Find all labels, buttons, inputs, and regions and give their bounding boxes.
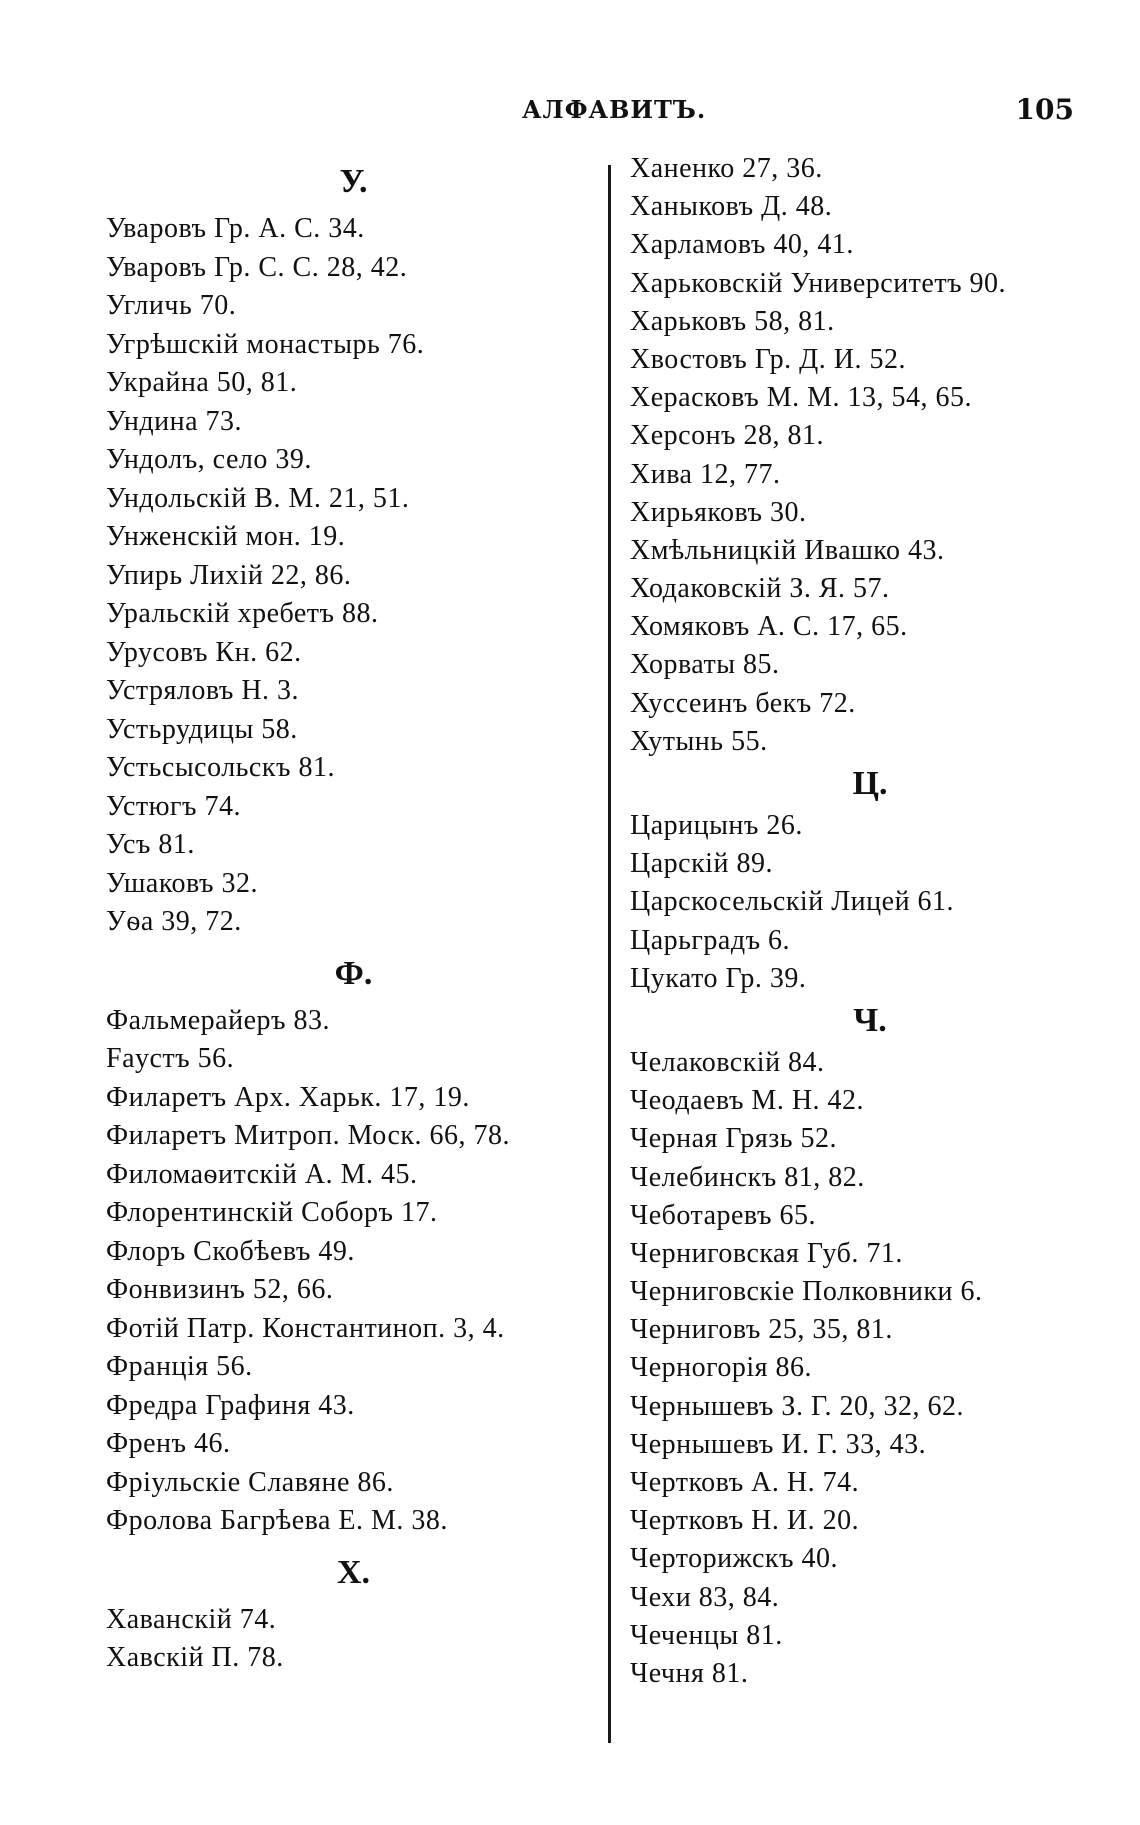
index-entry: Украйна 50, 81.: [106, 367, 298, 398]
index-entry: Чертковъ Н. И. 20.: [630, 1505, 860, 1537]
letter-heading: Ц.: [852, 765, 888, 802]
index-entry: Ундолъ, село 39.: [106, 444, 312, 475]
index-entry: Хирьяковъ 30.: [630, 496, 807, 528]
index-entry: Хутынь 55.: [630, 725, 768, 757]
index-entry: Чечня 81.: [630, 1657, 749, 1689]
index-entry: Фролова Багрѣева Е. М. 38.: [106, 1505, 448, 1536]
index-entry: Уральскій хребетъ 88.: [106, 598, 379, 629]
index-entry: Франція 56.: [106, 1351, 253, 1382]
index-entry: Уваровъ Гр. А. С. 34.: [106, 213, 365, 244]
index-entry: Челебинскъ 81, 82.: [630, 1161, 865, 1193]
index-entry: Царицынъ 26.: [630, 810, 803, 841]
letter-heading: Ф.: [334, 954, 373, 992]
index-entry: Хива 12, 77.: [630, 458, 781, 490]
index-entry: Урусовъ Кн. 62.: [106, 636, 302, 668]
running-head: [0, 95, 1140, 135]
index-entry: Челаковскій 84.: [630, 1046, 825, 1078]
index-entry: Фредра Графиня 43.: [106, 1389, 355, 1421]
index-entry: Черторижскъ 40.: [630, 1543, 838, 1575]
index-entry: Чехи 83, 84.: [630, 1581, 780, 1613]
index-entry: Хавскій П. 78.: [106, 1642, 284, 1673]
index-entry: Устьрудицы 58.: [106, 713, 298, 745]
index-entry: Упирь Лихій 22, 86.: [106, 559, 352, 591]
index-entry: Ханыковъ Д. 48.: [630, 191, 833, 223]
index-entry: Царьградъ 6.: [630, 924, 791, 956]
index-entry: Faустъ 56.: [106, 1043, 235, 1074]
index-entry: Устьсысольскъ 81.: [106, 752, 335, 783]
index-entry: Филаретъ Арх. Харьк. 17, 19.: [106, 1081, 470, 1113]
index-entry: Хуссеинъ бекъ 72.: [630, 687, 856, 719]
index-entry: Царскосельскій Лицей 61.: [630, 886, 955, 918]
index-entry: Фотій Патр. Константиноп. 3, 4.: [106, 1312, 505, 1344]
index-entry: Ундина 73.: [106, 405, 242, 437]
index-entry: Харламовъ 40, 41.: [630, 229, 854, 261]
index-entry: Херсонъ 28, 81.: [630, 420, 825, 452]
index-entry: Черногорія 86.: [630, 1352, 813, 1384]
index-entry: Ходаковскій З. Я. 57.: [630, 573, 890, 605]
index-entry: Хомяковъ А. С. 17, 65.: [630, 611, 908, 643]
index-entry: Фонвизинъ 52, 66.: [106, 1274, 334, 1305]
index-entry: Френъ 46.: [106, 1428, 231, 1459]
index-entry: Чернышевъ З. Г. 20, 32, 62.: [630, 1390, 964, 1422]
column-divider: [608, 165, 611, 1743]
index-entry: Филомаѳитскій А. М. 45.: [106, 1158, 418, 1190]
index-entry: Усъ 81.: [106, 829, 195, 860]
letter-heading: У.: [339, 163, 368, 200]
right-column: [630, 150, 1110, 1693]
index-entry: Чернышевъ И. Г. 33, 43.: [630, 1428, 927, 1460]
index-entry: Угличь 70.: [106, 290, 237, 321]
index-entry: Унженскій мон. 19.: [106, 521, 346, 552]
index-entry: Чеодаевъ М. Н. 42.: [630, 1085, 865, 1117]
index-entry: Устряловъ Н. 3.: [106, 675, 300, 706]
index-entry: Ушаковъ 32.: [106, 867, 259, 899]
running-title: АЛФАВИТЪ.: [522, 95, 707, 124]
letter-heading: Ч.: [853, 1001, 887, 1039]
index-entry: Чеченцы 81.: [630, 1619, 783, 1651]
index-entry: Черниговскіе Полковники 6.: [630, 1276, 983, 1308]
index-entry: Хвостовъ Гр. Д. И. 52.: [630, 343, 906, 375]
index-entry: Хмѣльницкій Ивашко 43.: [630, 534, 945, 566]
index-entry: Харьковскій Университетъ 90.: [630, 267, 1007, 299]
index-entry: Черниговская Губ. 71.: [630, 1237, 903, 1269]
index-entry: Ундольскій В. М. 21, 51.: [106, 482, 410, 514]
index-entry: Цукато Гр. 39.: [630, 962, 807, 994]
left-column: [106, 150, 601, 1678]
index-entry: Херасковъ М. М. 13, 54, 65.: [630, 382, 972, 414]
index-entry: Угрѣшскій монастырь 76.: [106, 328, 425, 360]
index-entry: Черная Грязь 52.: [630, 1123, 838, 1155]
index-entry: Флоръ Скобѣевъ 49.: [106, 1235, 355, 1267]
index-entry: Хаванскій 74.: [106, 1603, 277, 1635]
index-entry: Фріульскіе Славяне 86.: [106, 1466, 394, 1498]
index-entry: Фальмерайеръ 83.: [106, 1004, 331, 1036]
index-entry: Уѳа 39, 72.: [106, 906, 242, 937]
index-entry: Устюгъ 74.: [106, 790, 242, 822]
index-entry: Хорваты 85.: [630, 649, 780, 681]
letter-heading: Х.: [336, 1553, 371, 1591]
index-entry: Чертковъ А. Н. 74.: [630, 1467, 860, 1498]
index-entry: Филаретъ Митроп. Моск. 66, 78.: [106, 1120, 511, 1151]
index-entry: Царскій 89.: [630, 848, 773, 880]
page-number: 105: [1015, 93, 1074, 126]
index-entry: Флорентинскій Соборъ 17.: [106, 1197, 438, 1228]
index-entry: Уваровъ Гр. С. С. 28, 42.: [106, 251, 408, 283]
index-entry: Харьковъ 58, 81.: [630, 305, 835, 337]
index-entry: Ханенко 27, 36.: [630, 153, 823, 184]
index-entry: Черниговъ 25, 35, 81.: [630, 1314, 893, 1346]
index-entry: Чеботаревъ 65.: [630, 1199, 816, 1231]
